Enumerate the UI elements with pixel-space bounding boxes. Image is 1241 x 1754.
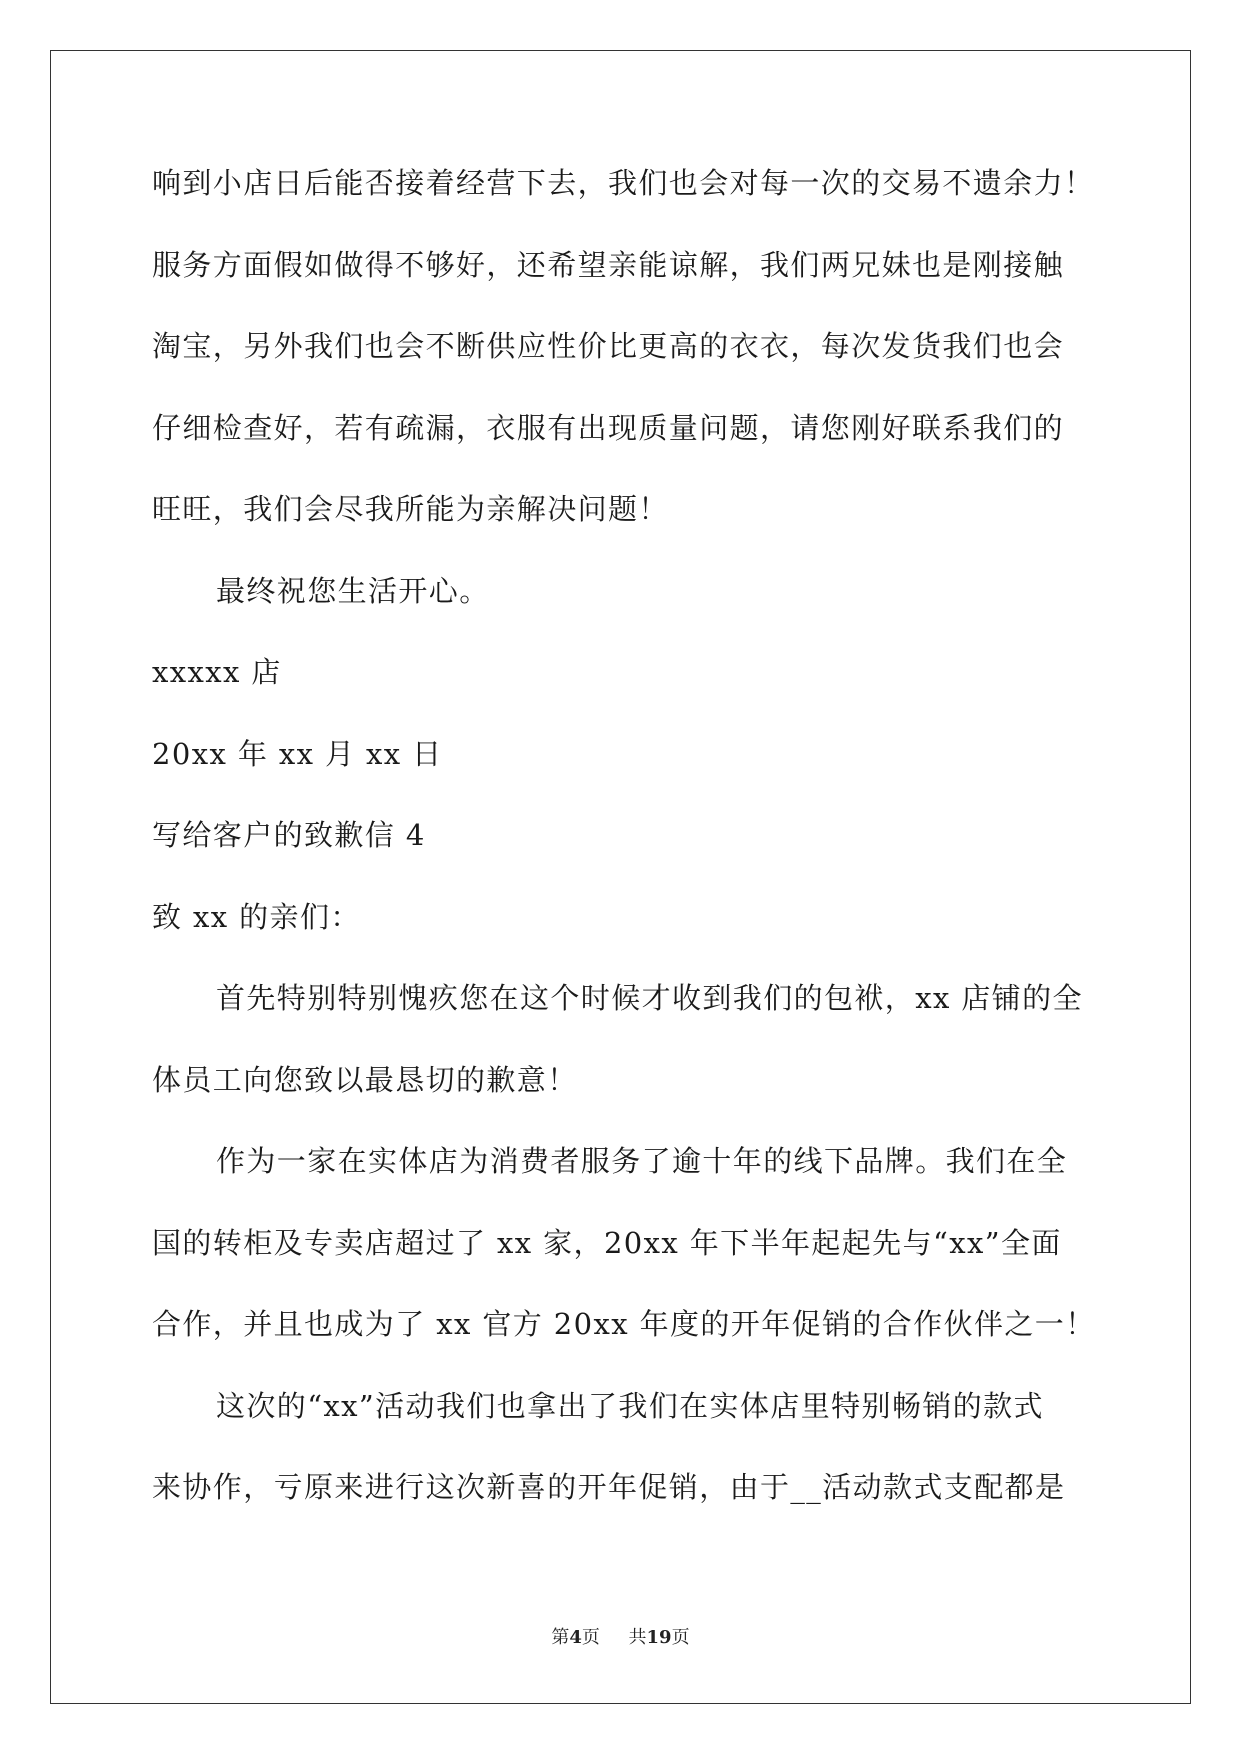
body-line-2: 服务方面假如做得不够好，还希望亲能谅解，我们两兄妹也是刚接触 [152,247,1065,282]
document-body [152,162,1096,1548]
body-line-17: 来协作，亏原来进行这次新喜的开年促销，由于__活动款式支配都是 [152,1470,1066,1504]
body-line-3: 淘宝，另外我们也会不断供应性价比更高的衣衣，每次发货我们也会 [152,329,1065,363]
page-prefix: 第 [551,1627,570,1648]
body-line-1: 响到小店日后能否接着经营下去，我们也会对每一次的交易不遗余力！ [152,166,1095,200]
total-pages: 19 [646,1627,672,1648]
body-line-4: 仔细检查好，若有疏漏，衣服有出现质量问题，请您刚好联系我们的 [152,410,1065,445]
closing-wish: 最终祝您生活开心。 [216,573,490,608]
body-line-12: 体员工向您致以最恳切的歉意！ [152,1062,578,1097]
total-prefix: 共 [628,1627,647,1648]
page-number: 4 [569,1627,582,1648]
body-line-16: 这次的“xx”活动我们也拿出了我们在实体店里特别畅销的款式 [216,1388,1044,1423]
signature-store: xxxxx 店 [152,655,282,689]
signature-date: 20xx 年 xx 月 xx 日 [152,736,443,771]
page-footer [0,1626,1241,1650]
body-line-5: 旺旺，我们会尽我所能为亲解决问题！ [152,492,669,526]
body-line-14: 国的转柜及专卖店超过了 xx 家，20xx 年下半年起起先与“xx”全面 [152,1225,1062,1260]
total-suffix: 页 [671,1627,690,1648]
page-suffix: 页 [581,1627,600,1648]
salutation: 致 xx 的亲们： [152,899,361,934]
body-line-15: 合作，并且也成为了 xx 官方 20xx 年度的开年促销的合作伙伴之一！ [152,1307,1096,1341]
section-title: 写给客户的致歉信 4 [152,818,426,852]
body-line-11: 首先特别特别愧疚您在这个时候才收到我们的包袱，xx 店铺的全 [216,981,1083,1015]
body-line-13: 作为一家在实体店为消费者服务了逾十年的线下品牌。我们在全 [216,1144,1068,1178]
